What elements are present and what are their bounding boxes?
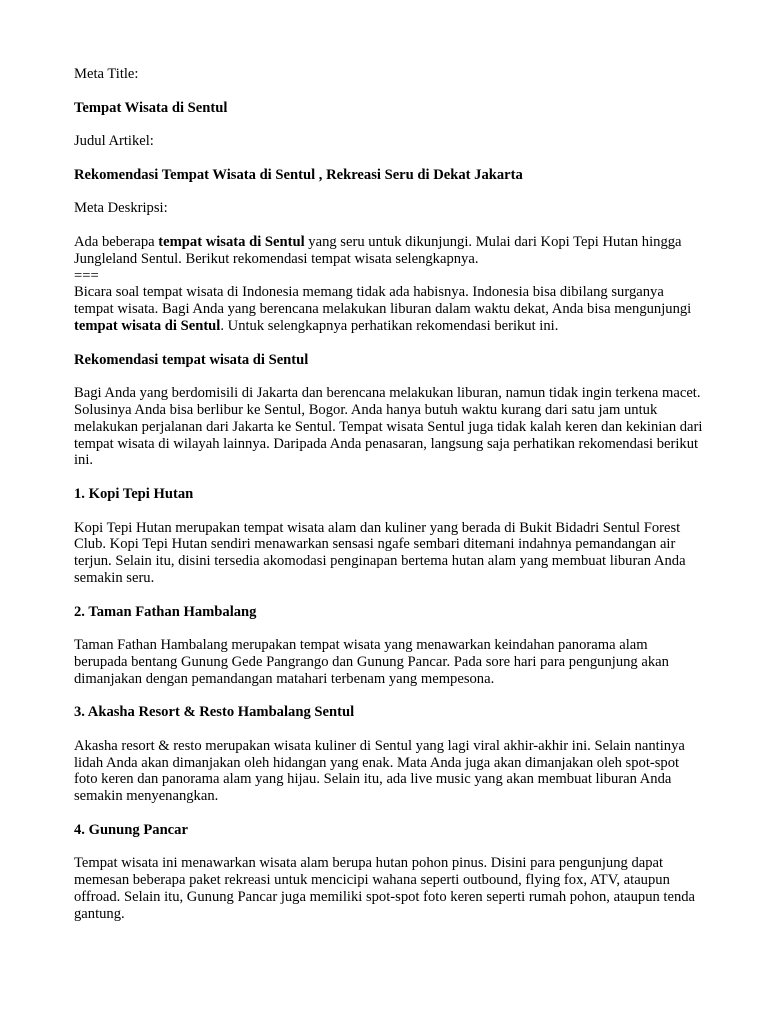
judul-label: Judul Artikel: (74, 133, 154, 150)
meta-title (74, 100, 704, 117)
item-heading-3-text: 3. Akasha Resort & Resto Hambalang Sentul (74, 704, 355, 721)
separator: === (74, 267, 99, 284)
meta-desc-pre: Ada beberapa (74, 233, 159, 250)
item-heading-1 (74, 486, 704, 503)
item-heading-1-text: 1. Kopi Tepi Hutan (74, 485, 194, 502)
intro-pre: Bicara soal tempat wisata di Indonesia memang tidak ada habisnya. Indonesia bisa dibilang surganya tempat wisata. Bagi Anda yang berencana melakukan liburan dalam waktu dekat, Anda bisa mengunjungi (74, 284, 692, 318)
section-body: Bagi Anda yang berdomisili di Jakarta dan berencana melakukan liburan, namun tidak ingin terkena macet. Solusinya Anda bisa berlibur ke Sentul, Bogor. Anda hanya butuh waktu kurang dari satu jam untuk melakukan perjalanan dari Jakarta ke Sentul. Tempat wisata Sentul juga tidak kalah keren dan kekinian dari tempat wisata di wilayah lainnya. Daripada Anda penasaran, langsung saja perhatikan rekomendasi berikut ini. (74, 385, 703, 469)
meta-description (74, 234, 704, 268)
section-heading (74, 352, 704, 369)
judul-artikel (74, 167, 704, 184)
meta-desc-post: yang seru untuk dikunjungi. Mulai dari Kopi Tepi Hutan hingga Jungleland Sentul. Berikut rekomendasi tempat wisata selengkapnya. (74, 233, 682, 267)
intro-keyword: tempat wisata di Sentul (74, 317, 221, 334)
item-body-2: Taman Fathan Hambalang merupakan tempat wisata yang menawarkan keindahan panorama alam berupada bentang Gunung Gede Pangrango dan Gunung Pancar. Pada sore hari para pengunjung akan dimanjakan dengan pemandangan matahari terbenam yang mempesona. (74, 637, 669, 687)
item-heading-4-text: 4. Gunung Pancar (74, 821, 188, 838)
item-heading-2-text: 2. Taman Fathan Hambalang (74, 603, 257, 620)
item-body-4: Tempat wisata ini menawarkan wisata alam berupa hutan pohon pinus. Disini para pengunjung dapat memesan beberapa paket rekreasi untuk mencicipi wahana seperti outbound, flying fox, ATV, ataupun offroad. Selain itu, Gunung Pancar juga memiliki spot-spot foto keren seperti rumah pohon, ataupun tenda gantung. (74, 855, 696, 922)
item-heading-2 (74, 604, 704, 621)
meta-title-text: Tempat Wisata di Sentul (74, 99, 228, 116)
intro-paragraph (74, 284, 704, 334)
section-heading-text: Rekomendasi tempat wisata di Sentul (74, 351, 309, 368)
item-heading-3 (74, 704, 704, 721)
item-heading-4 (74, 822, 704, 839)
meta-desc-label: Meta Deskripsi: (74, 200, 168, 217)
meta-title-label: Meta Title: (74, 66, 139, 82)
meta-desc-keyword: tempat wisata di Sentul (158, 233, 305, 250)
intro-post: . Untuk selengkapnya perhatikan rekomendasi berikut ini. (220, 317, 559, 334)
item-body-3: Akasha resort & resto merupakan wisata kuliner di Sentul yang lagi viral akhir-akhir ini. Selain nantinya lidah Anda akan dimanjakan oleh hidangan yang enak. Mata Anda juga akan dimanjakan oleh spot-spot foto keren dan panorama alam yang hijau. Selain itu, ada live music yang akan membuat liburan Anda semakin menyenangkan. (74, 737, 685, 805)
document-page (74, 66, 704, 939)
item-body-1: Kopi Tepi Hutan merupakan tempat wisata alam dan kuliner yang berada di Bukit Bidadri Sentul Forest Club. Kopi Tepi Hutan sendiri menawarkan sensasi ngafe sembari ditemani indahnya pemandangan air terjun. Selain itu, disini tersedia akomodasi penginapan bertema hutan alam yang membuat liburan Anda semakin seru. (74, 519, 686, 586)
judul-artikel-text: Rekomendasi Tempat Wisata di Sentul , Rekreasi Seru di Dekat Jakarta (74, 166, 523, 183)
